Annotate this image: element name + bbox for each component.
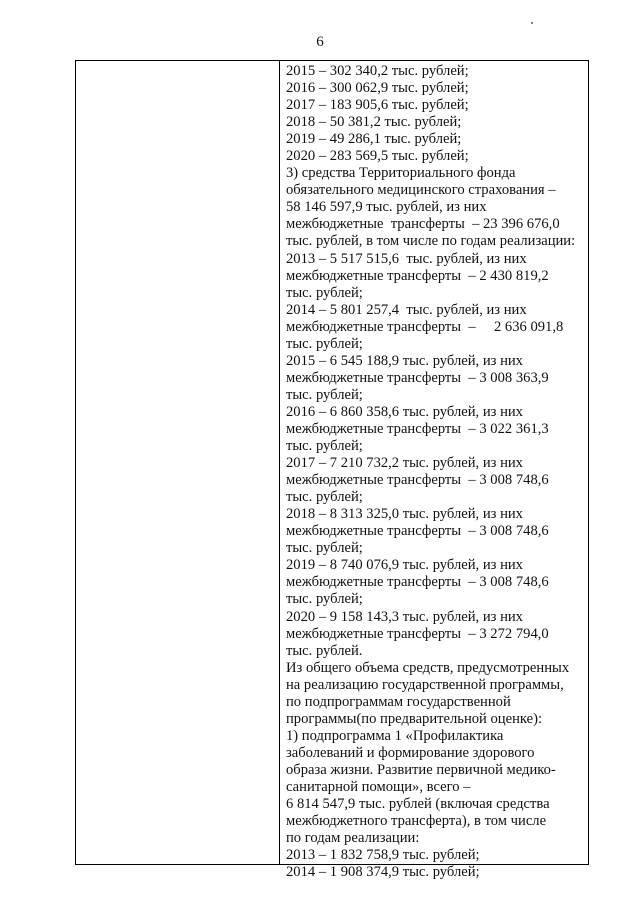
text-line: межбюджетные трансферты – 3 008 748,6 [286, 574, 549, 591]
text-line: межбюджетные трансферты – 23 396 676,0 [286, 216, 560, 233]
text-line: тыс. рублей; [286, 591, 363, 608]
text-line: тыс. рублей; [286, 540, 363, 557]
text-line: 2016 – 6 860 358,6 тыс. рублей, из них [286, 403, 523, 420]
text-line: 2017 – 7 210 732,2 тыс. рублей, из них [286, 455, 523, 472]
text-line: на реализацию государственной программы, [286, 676, 564, 693]
text-line: по подпрограммам государственной [286, 693, 511, 710]
text-line: 2015 – 6 545 188,9 тыс. рублей, из них [286, 352, 523, 369]
text-line: тыс. рублей; [286, 489, 363, 506]
text-line: 2019 – 8 740 076,9 тыс. рублей, из них [286, 557, 523, 574]
text-line: 2020 – 9 158 143,3 тыс. рублей, из них [286, 608, 523, 625]
text-line: 2014 – 1 908 374,9 тыс. рублей; [286, 864, 480, 881]
scan-speck [531, 22, 533, 24]
text-line: по годам реализации: [286, 830, 420, 847]
text-line: образа жизни. Развитие первичной медико- [286, 761, 556, 778]
text-line: Из общего объема средств, предусмотренных [286, 659, 570, 676]
text-line: заболеваний и формирование здорового [286, 744, 535, 761]
document-table [75, 60, 589, 881]
text-line: тыс. рублей; [286, 284, 363, 301]
text-line: 58 146 597,9 тыс. рублей, из них [286, 199, 487, 216]
text-line: межбюджетные трансферты – 3 272 794,0 [286, 625, 549, 642]
text-line: 2016 – 300 062,9 тыс. рублей; [286, 80, 469, 97]
column-divider [279, 61, 280, 864]
text-line: санитарной помощи», всего – [286, 778, 471, 795]
text-line: 3) средства Территориального фонда [286, 165, 516, 182]
text-line: обязательного медицинского страхования – [286, 182, 556, 199]
text-line: тыс. рублей; [286, 386, 363, 403]
text-line: 2013 – 1 832 758,9 тыс. рублей; [286, 847, 480, 864]
text-line: межбюджетные трансферты – 3 008 363,9 [286, 369, 549, 386]
page-number: 6 [316, 34, 324, 50]
text-line: 2017 – 183 905,6 тыс. рублей; [286, 97, 469, 114]
text-line: 2018 – 50 381,2 тыс. рублей; [286, 114, 462, 131]
text-line: межбюджетные трансферты – 3 022 361,3 [286, 420, 549, 437]
text-line: программы(по предварительной оценке): [286, 710, 543, 727]
text-line: тыс. рублей. [286, 642, 363, 659]
text-line: межбюджетные трансферты – 3 008 748,6 [286, 472, 549, 489]
text-line: 2014 – 5 801 257,4 тыс. рублей, из них [286, 301, 527, 318]
text-line: 2015 – 302 340,2 тыс. рублей; [286, 63, 469, 79]
table-cell-content [286, 63, 586, 881]
text-line: тыс. рублей; [286, 438, 363, 455]
text-line: 2018 – 8 313 325,0 тыс. рублей, из них [286, 506, 523, 523]
text-line: тыс. рублей; [286, 335, 363, 352]
text-line: тыс. рублей, в том числе по годам реализации: [286, 233, 576, 250]
text-line: 2020 – 283 569,5 тыс. рублей; [286, 148, 469, 165]
text-line: межбюджетные трансферты – 2 430 819,2 [286, 267, 549, 284]
text-line: межбюджетные трансферты – 3 008 748,6 [286, 523, 549, 540]
text-line: 2019 – 49 286,1 тыс. рублей; [286, 131, 462, 148]
text-line: межбюджетные трансферты – 2 636 091,8 [286, 318, 564, 335]
text-line: 2013 – 5 517 515,6 тыс. рублей, из них [286, 250, 527, 267]
text-line: 1) подпрограмма 1 «Профилактика [286, 727, 504, 744]
text-line: межбюджетного трансферта), в том числе [286, 813, 547, 830]
text-line: 6 814 547,9 тыс. рублей (включая средства [286, 796, 550, 813]
